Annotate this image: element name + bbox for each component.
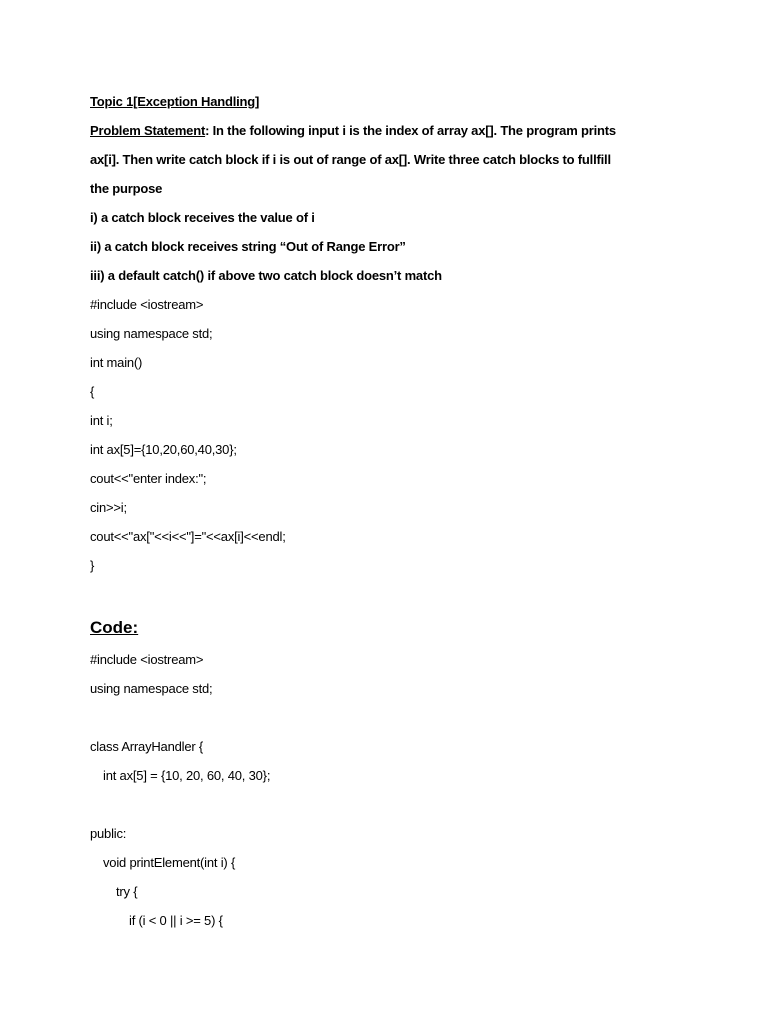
code-line: try {	[116, 884, 138, 899]
code-line: using namespace std;	[90, 681, 213, 696]
problem-statement-line-1	[90, 123, 616, 139]
given-code-line: int main()	[90, 355, 143, 370]
given-code-line: int ax[5]={10,20,60,40,30};	[90, 442, 237, 457]
given-code-line: cout<<"ax["<<i<<"]="<<ax[i]<<endl;	[90, 529, 286, 544]
requirement-1: i) a catch block receives the value of i	[90, 210, 315, 225]
problem-statement-line-2: ax[i]. Then write catch block if i is out of range of ax[]. Write three catch blocks to fullfill	[90, 152, 611, 167]
code-heading: Code:	[90, 618, 139, 637]
code-line: public:	[90, 826, 127, 841]
requirement-3: iii) a default catch() if above two catch block doesn’t match	[90, 268, 442, 283]
code-line: void printElement(int i) {	[103, 855, 236, 870]
given-code-line: cout<<"enter index:";	[90, 471, 207, 486]
given-code-line: using namespace std;	[90, 326, 213, 341]
topic-title: Topic 1[Exception Handling]	[90, 94, 260, 109]
code-line: if (i < 0 || i >= 5) {	[129, 913, 223, 928]
given-code-line: {	[90, 384, 95, 399]
given-code-line: int i;	[90, 413, 113, 428]
given-code-line: cin>>i;	[90, 500, 127, 515]
code-line: int ax[5] = {10, 20, 60, 40, 30};	[103, 768, 271, 783]
requirement-2: ii) a catch block receives string “Out of Range Error”	[90, 239, 406, 254]
problem-statement-line-3: the purpose	[90, 181, 163, 196]
problem-statement-label: Problem Statement	[90, 123, 206, 138]
code-line: class ArrayHandler {	[90, 739, 204, 754]
problem-statement-text-1: : In the following input i is the index of array ax[]. The program prints	[205, 123, 616, 138]
given-code-line: #include <iostream>	[90, 297, 204, 312]
given-code-line: }	[90, 558, 95, 573]
code-line: #include <iostream>	[90, 652, 204, 667]
